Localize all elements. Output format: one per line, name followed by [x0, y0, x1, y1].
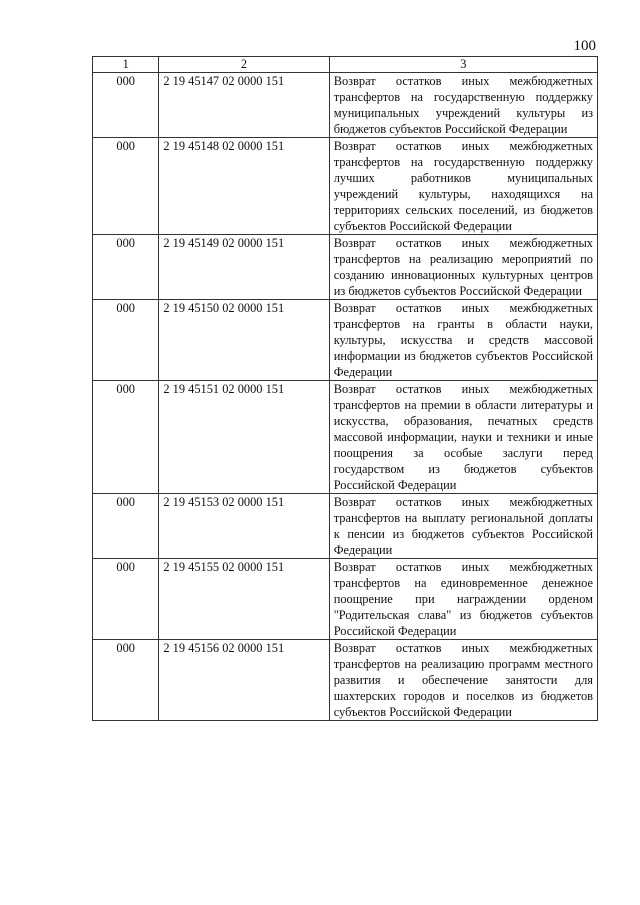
- budget-code-cell: 2 19 45155 02 0000 151: [159, 559, 329, 640]
- administrator-code-cell: 000: [93, 73, 159, 138]
- description-cell: Возврат остатков иных межбюджетных трансфертов на государственную поддержку муниципальных учреждений культуры из бюджетов субъектов Российской Федерации: [329, 73, 597, 138]
- page-number: 100: [573, 38, 596, 54]
- table-row: [93, 300, 598, 381]
- description-cell: Возврат остатков иных межбюджетных трансфертов на реализацию мероприятий по созданию инновационных культурных центров из бюджетов субъектов Российской Федерации: [329, 235, 597, 300]
- administrator-code-cell: 000: [93, 235, 159, 300]
- budget-code-cell: 2 19 45149 02 0000 151: [159, 235, 329, 300]
- budget-code-cell: 2 19 45153 02 0000 151: [159, 494, 329, 559]
- column-header-1: 1: [93, 57, 159, 73]
- table-row: [93, 559, 598, 640]
- budget-code-cell: 2 19 45150 02 0000 151: [159, 300, 329, 381]
- table-row: [93, 640, 598, 721]
- table-row: [93, 381, 598, 494]
- administrator-code-cell: 000: [93, 381, 159, 494]
- table-row: [93, 235, 598, 300]
- table-row: [93, 73, 598, 138]
- administrator-code-cell: 000: [93, 494, 159, 559]
- administrator-code-cell: 000: [93, 640, 159, 721]
- table-row: [93, 138, 598, 235]
- budget-code-cell: 2 19 45151 02 0000 151: [159, 381, 329, 494]
- administrator-code-cell: 000: [93, 300, 159, 381]
- budget-code-cell: 2 19 45147 02 0000 151: [159, 73, 329, 138]
- administrator-code-cell: 000: [93, 138, 159, 235]
- description-cell: Возврат остатков иных межбюджетных трансфертов на государственную поддержку лучших работников муниципальных учреждений культуры, находящихся на территориях сельских поселений, из бюджетов субъектов Российской Федерации: [329, 138, 597, 235]
- column-header-2: 2: [159, 57, 329, 73]
- table-row: [93, 494, 598, 559]
- description-cell: Возврат остатков иных межбюджетных трансфертов на выплату региональной доплаты к пенсии из бюджетов субъектов Российской Федерации: [329, 494, 597, 559]
- budget-code-cell: 2 19 45148 02 0000 151: [159, 138, 329, 235]
- description-cell: Возврат остатков иных межбюджетных трансфертов на единовременное денежное поощрение при награждении орденом "Родительская слава" из бюджетов субъектов Российской Федерации: [329, 559, 597, 640]
- table-header-row: [93, 57, 598, 73]
- administrator-code-cell: 000: [93, 559, 159, 640]
- column-header-3: 3: [329, 57, 597, 73]
- budget-code-cell: 2 19 45156 02 0000 151: [159, 640, 329, 721]
- budget-classification-table: [92, 56, 598, 721]
- description-cell: Возврат остатков иных межбюджетных трансфертов на премии в области литературы и искусства, образования, печатных средств массовой информации, науки и техники и иные поощрения за особые заслуги перед государством из бюджетов субъектов Российской Федерации: [329, 381, 597, 494]
- description-cell: Возврат остатков иных межбюджетных трансфертов на реализацию программ местного развития и обеспечение занятости для шахтерских городов и поселков из бюджетов субъектов Российской Федерации: [329, 640, 597, 721]
- description-cell: Возврат остатков иных межбюджетных трансфертов на гранты в области науки, культуры, искусства и средств массовой информации из бюджетов субъектов Российской Федерации: [329, 300, 597, 381]
